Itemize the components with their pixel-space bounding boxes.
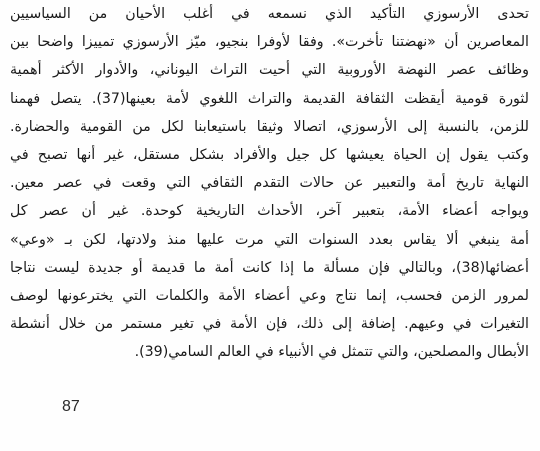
text-line: وكتب يقول إن الحياة يعيشها كل جيل والأفراد بشكل مستقل، غير أنها تصبح في [10,146,529,163]
text-line: لمرور الزمن فحسب، إنما نتاج وعي أعضاء الأمة والكلمات التي يخترعونها لوصف [10,287,529,304]
body-text [10,0,529,366]
page-number: 87 [62,398,80,415]
text-line: للزمن، بالنسبة إلى الأرسوزي، اتصالا وثيقا باستيعابنا لكل من القومية والحضارة. [10,118,529,135]
text-line: لثورة قومية أيقظت الثقافة القديمة والتراث اللغوي لأمة بعينها(37). يتصل فهمنا [10,90,529,107]
text-line: أعضائها(38)، وبالتالي فإن مسألة ما إذا كانت أمة ما قديمة أو جديدة ليست نتاجا [10,259,529,276]
text-line: أمة ينبغي ألا يقاس بعدد السنوات التي مرت عليها منذ ولادتها، لكن بـ «وعي» [10,231,529,248]
text-line: ويواجه أعضاء الأمة، بتعبير آخر، الأحداث التاريخية كوحدة. غير أن عصر كل [10,203,529,220]
text-line: الأبطال والمصلحين، والتي تتمثل في الأنبياء في العالم السامي(39). [134,344,529,361]
text-line: النهاية تاريخ أمة والتعبير عن حالات التقدم الثقافي التي وقعت في عصر معين. [10,175,529,192]
text-line: تحدى الأرسوزي التأكيد الذي نسمعه في أغلب الأحيان من السياسيين [10,6,529,22]
text-line: المعاصرين أن «نهضتنا تأخرت». وفقا لأوفرا بنجيو، ميّز الأرسوزي تمييزا واضحا بين [10,34,529,51]
text-line: وظائف عصر النهضة الأوروبية التي أحيت التراث اليوناني، والأدوار الأكثر أهمية [10,62,529,79]
text-line: التغيرات في وعيهم. إضافة إلى ذلك، فإن الأمة في تغير مستمر من خلال أنشطة [10,316,529,333]
